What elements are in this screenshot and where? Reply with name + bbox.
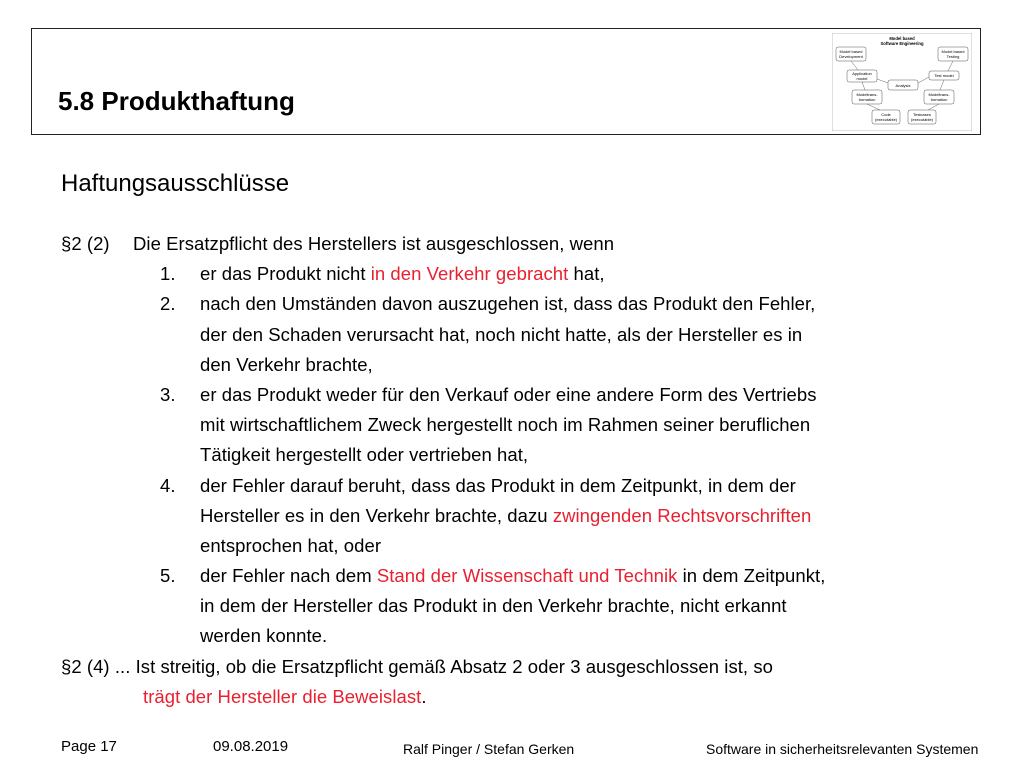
diagram-test-line1: Model based — [941, 49, 965, 54]
diagram-code-line1: Code — [881, 112, 891, 117]
legal-text — [61, 229, 1001, 712]
item-text: er das Produkt nicht — [200, 263, 371, 285]
item-text: er das Produkt weder für den Verkauf oder eine andere Form des Vertriebs — [200, 383, 817, 405]
list-item — [61, 380, 1001, 410]
highlight-text: zwingenden Rechtsvorschriften — [552, 504, 812, 526]
diagram-title-line1: Model based — [889, 36, 915, 41]
item-continuation: mit wirtschaftlichem Zweck hergestellt noch im Rahmen seiner beruflichen — [200, 414, 811, 436]
list-item — [61, 289, 1001, 319]
diagram-dev-line2: Development — [839, 54, 863, 59]
item-continuation: Tätigkeit hergestellt oder vertrieben hat, — [200, 444, 529, 466]
highlight-text: in den Verkehr gebracht — [370, 263, 569, 285]
mbse-diagram — [832, 33, 972, 131]
highlight-text: Stand der Wissenschaft und Technik — [376, 565, 678, 587]
list-item-number: 3. — [160, 383, 176, 405]
item-text: in dem Zeitpunkt, — [677, 565, 826, 587]
paragraph-2-4-continuation — [61, 682, 1001, 712]
list-item-number: 4. — [160, 474, 176, 496]
list-item — [61, 561, 1001, 591]
slide-title: 5.8 Produkthaftung — [58, 86, 295, 116]
item-continuation: in dem der Hersteller das Produkt in den Verkehr brachte, nicht erkannt — [200, 595, 787, 617]
item-text: Hersteller es in den Verkehr brachte, dazu — [200, 504, 553, 526]
item-text: der Fehler darauf beruht, dass das Produkt in dem Zeitpunkt, in dem der — [200, 474, 796, 496]
diagram-app-line1: Application — [852, 71, 872, 76]
footer-page-number: Page 17 — [61, 738, 117, 755]
paragraph-2-4: §2 (4) ... Ist streitig, ob die Ersatzpflicht gemäß Absatz 2 oder 3 ausgeschlossen ist, so — [61, 655, 773, 677]
diagram-analysis: Analysis — [895, 83, 911, 88]
section-subtitle: Haftungsausschlüsse — [61, 170, 290, 197]
paragraph-label: §2 (2) — [61, 233, 110, 254]
list-item-number: 1. — [160, 263, 176, 285]
list-item-number: 5. — [160, 565, 176, 587]
highlight-text: trägt der Hersteller die Beweislast — [143, 685, 422, 707]
diagram-mt-left-line2: formation — [858, 97, 876, 102]
diagram-tc-line2: (executable) — [910, 117, 934, 122]
diagram-test-line2: Testing — [946, 54, 960, 59]
item-continuation: der den Schaden verursacht hat, noch nicht hatte, als der Hersteller es in — [200, 323, 803, 345]
diagram-mt-right-line2: formation — [930, 97, 948, 102]
paragraph-intro: Die Ersatzpflicht des Herstellers ist ausgeschlossen, wenn — [133, 233, 615, 254]
diagram-dev-line1: Model based — [839, 49, 863, 54]
item-continuation: werden konnte. — [200, 625, 328, 647]
diagram-mt-left-line1: Modeltrans- — [856, 92, 878, 97]
diagram-app-line2: model — [856, 76, 868, 81]
footer-authors: Ralf Pinger / Stefan Gerken — [403, 741, 575, 757]
list-item-number: 2. — [160, 293, 176, 315]
diagram-code-line2: (executable) — [874, 117, 898, 122]
item-text: hat, — [568, 263, 605, 285]
diagram-tc-line1: Testcases — [913, 112, 931, 117]
item-text: nach den Umständen davon auszugehen ist, dass das Produkt den Fehler, — [200, 293, 816, 315]
paragraph-text: . — [421, 685, 427, 707]
paragraph-2-2-intro — [61, 229, 1001, 259]
footer-date: 09.08.2019 — [213, 738, 289, 755]
item-continuation: den Verkehr brachte, — [200, 353, 373, 375]
diagram-mt-right-line1: Modeltrans- — [928, 92, 950, 97]
item-text: der Fehler nach dem — [200, 565, 377, 587]
list-item — [61, 471, 1001, 501]
item-continuation: entsprochen hat, oder — [200, 534, 382, 556]
list-item — [61, 259, 1001, 289]
diagram-title-line2: Software Engineering — [880, 41, 924, 46]
footer-course: Software in sicherheitsrelevanten Systemen — [706, 741, 979, 757]
diagram-test-model: Test model — [934, 73, 954, 78]
item-continuation — [61, 501, 1001, 531]
